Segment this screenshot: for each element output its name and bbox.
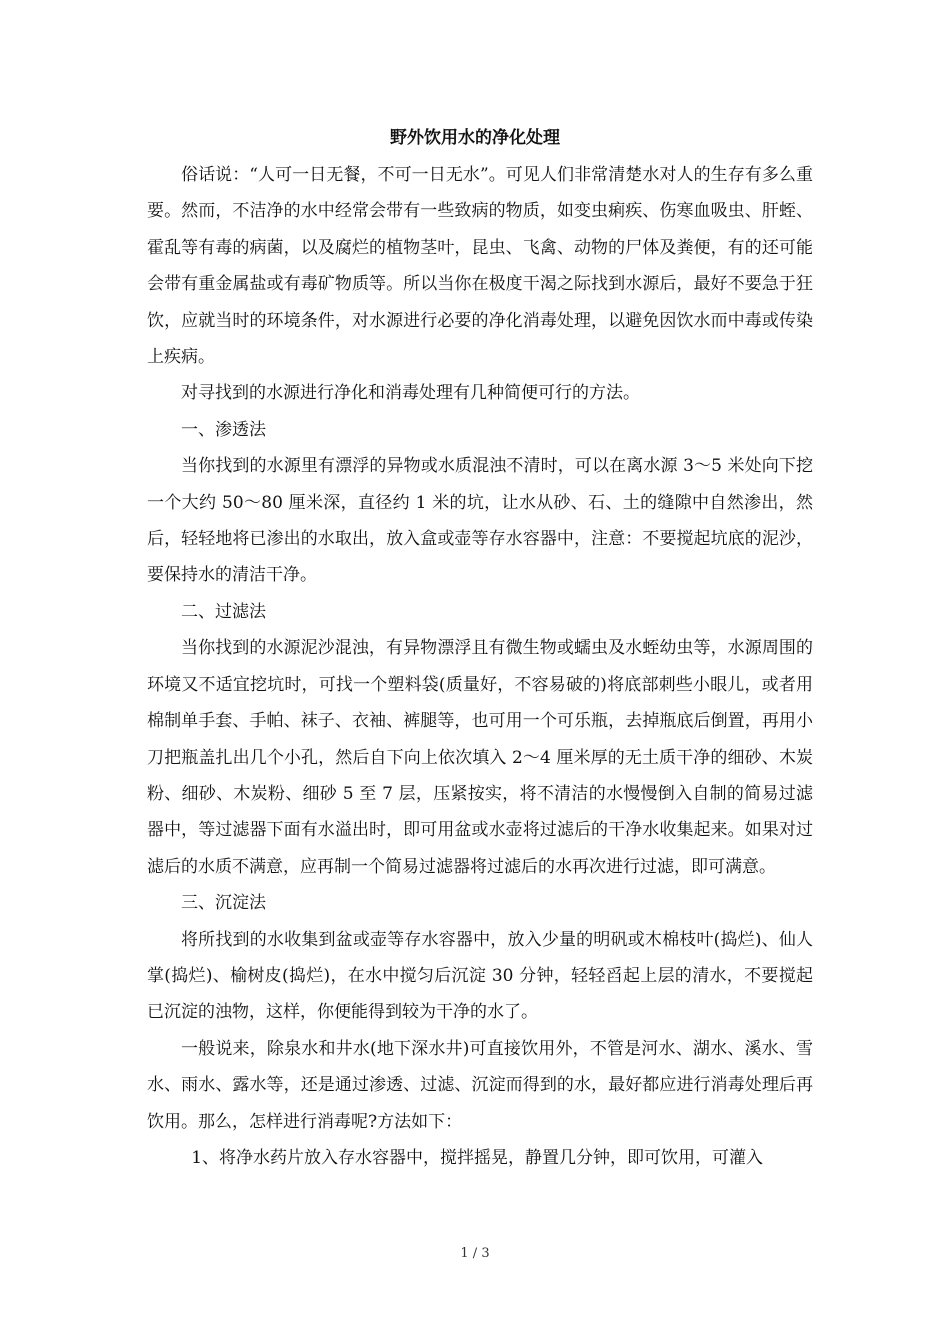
paragraph-intro: 俗话说：“人可一日无餐，不可一日无水”。可见人们非常清楚水对人的生存有多么重要。然而，不洁净的水中经常会带有一些致病的物质，如变虫痢疾、伤寒血吸虫、肝蛭、霍乱等有毒的病菌，以及腐烂的植物茎叶，昆虫、飞禽、动物的尸体及粪便，有的还可能会带有重金属盐或有毒矿物质等。所以当你在极度干渴之际找到水源后，最好不要急于狂饮，应就当时的环境条件，对水源进行必要的净化消毒处理，以避免因饮水而中毒或传染上疾病。	[147, 165, 813, 368]
page-title: 野外饮用水的净化处理	[390, 128, 560, 148]
paragraph-sedimentation: 将所找到的水收集到盆或壶等存水容器中，放入少量的明矾或木棉枝叶(捣烂)、仙人掌(捣烂)、榆树皮(捣烂)，在水中搅匀后沉淀 30 分钟，轻轻舀起上层的清水，不要搅起已沉淀的浊物，这样，你便能得到较为干净的水了。	[147, 929, 813, 1023]
section-heading-sedimentation: 三、沉淀法	[181, 893, 266, 914]
paragraph-filtration: 当你找到的水源泥沙混浊，有异物漂浮且有微生物或蠕虫及水蛭幼虫等，水源周围的环境又不适宜挖坑时，可找一个塑料袋(质量好，不容易破的)将底部刺些小眼儿，或者用棉制单手套、手帕、袜子、衣袖、裤腿等，也可用一个可乐瓶，去掉瓶底后倒置，再用小刀把瓶盖扎出几个小孔，然后自下向上依次填入 2～4 厘米厚的无土质干净的细砂、木炭粉、细砂、木炭粉、细砂 5 至 7 层，压紧按实，将不清洁的水慢慢倒入自制的简易过滤器中，等过滤器下面有水溢出时，即可用盆或水壶将过滤后的干净水收集起来。如果对过滤后的水质不满意，应再制一个简易过滤器将过滤后的水再次进行过滤，即可满意。	[147, 638, 813, 877]
document-body	[147, 157, 813, 1176]
section-heading-filtration: 二、过滤法	[181, 601, 266, 622]
section-heading-seepage: 一、渗透法	[181, 419, 266, 440]
paragraph-seepage: 当你找到的水源里有漂浮的异物或水质混浊不清时，可以在离水源 3～5 米处向下挖一个大约 50～80 厘米深，直径约 1 米的坑，让水从砂、石、土的缝隙中自然渗出，然后，轻轻地将已渗出的水取出，放入盒或壶等存水容器中，注意：不要搅起坑底的泥沙，要保持水的清洁干净。	[147, 456, 813, 586]
paragraph-methods-overview: 对寻找到的水源进行净化和消毒处理有几种简便可行的方法。	[181, 383, 640, 404]
list-item-disinfection-1: 1、将净水药片放入存水容器中，搅拌摇晃，静置几分钟，即可饮用，可灌入	[191, 1147, 764, 1168]
paragraph-disinfection: 一般说来，除泉水和井水(地下深水井)可直接饮用外，不管是河水、湖水、溪水、雪水、雨水、露水等，还是通过渗透、过滤、沉淀而得到的水，最好都应进行消毒处理后再饮用。那么，怎样进行消毒呢?方法如下：	[147, 1038, 813, 1132]
page-number: 1 / 3	[460, 1246, 490, 1261]
